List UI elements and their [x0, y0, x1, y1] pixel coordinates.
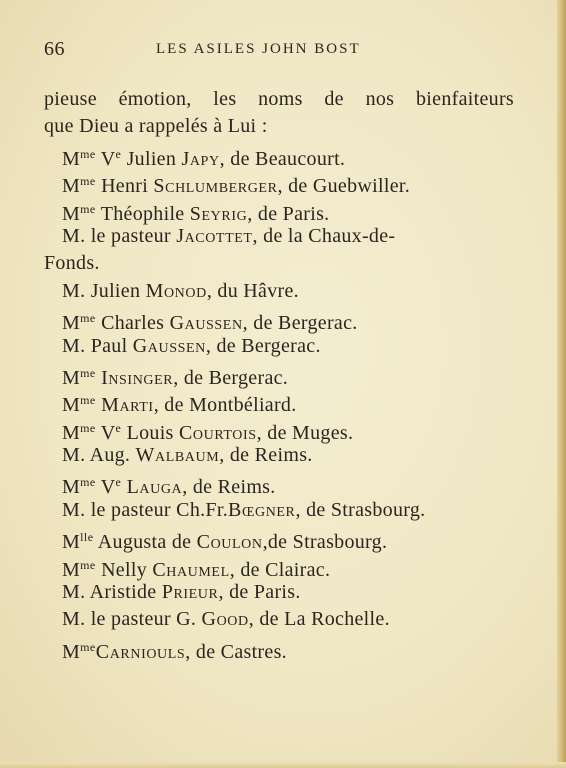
- entry-title: M: [62, 558, 81, 581]
- entry-widow-mark: V: [95, 476, 116, 499]
- entry-surname: Schlumberger: [153, 175, 278, 198]
- entry-title-sup: me: [80, 639, 96, 654]
- benefactor-entry: [44, 168, 514, 198]
- entry-place: , de Guebwiller.: [277, 175, 411, 198]
- entry-place: , de La Rochelle.: [248, 608, 390, 631]
- benefactor-entry: [44, 196, 514, 223]
- entry-place: , de Strasbourg.: [295, 498, 426, 521]
- entry-title: M: [62, 175, 81, 198]
- entry-title: M.: [62, 224, 86, 247]
- entry-given-name: Augusta de: [93, 531, 197, 554]
- entry-surname: Japy: [181, 147, 220, 170]
- entry-title-sup: lle: [80, 530, 94, 545]
- entry-given-name: Nelly: [95, 558, 153, 581]
- intro-line: que Dieu a rappelés à Lui :: [44, 115, 268, 138]
- entry-title-sup: me: [80, 393, 96, 408]
- entry-title: M.: [62, 334, 86, 357]
- entry-widow-sup: e: [115, 146, 122, 161]
- entry-place: , de Castres.: [185, 640, 287, 663]
- benefactor-entry: [44, 141, 514, 168]
- entry-surname: Walbaum: [135, 444, 220, 467]
- entry-title: M: [62, 394, 81, 417]
- entry-given-name: Aristide: [85, 581, 162, 604]
- entry-surname: Gaussen: [132, 334, 206, 357]
- entry-place: , de Paris.: [218, 581, 301, 604]
- entry-surname: Lauga: [126, 476, 183, 499]
- entry-widow-sup: e: [115, 475, 122, 490]
- entry-place: , de Reims.: [219, 444, 313, 467]
- entry-place: , du Hâvre.: [206, 279, 299, 302]
- entry-given-name: Paul: [85, 334, 133, 357]
- entry-surname: Jacottet: [176, 224, 253, 247]
- entry-title-sup: me: [80, 146, 96, 161]
- entry-title: M: [62, 366, 81, 389]
- entry-title: M: [62, 476, 81, 499]
- entry-widow-mark: V: [95, 147, 116, 170]
- page-edge: [557, 0, 566, 768]
- entry-surname: Insinger: [101, 366, 174, 389]
- entry-given-name: Charles: [95, 312, 170, 335]
- benefactor-entry: [44, 606, 514, 633]
- body-text: [44, 86, 514, 661]
- entry-title: M: [62, 147, 81, 170]
- entry-title: M.: [62, 279, 86, 302]
- entry-title: M: [62, 421, 81, 444]
- entry-continuation: Fonds.: [44, 252, 100, 275]
- entry-surname: Carniouls: [95, 640, 186, 663]
- entry-given-name: Louis: [121, 421, 179, 444]
- entry-title-sup: me: [80, 557, 96, 572]
- entry-widow-sup: e: [115, 420, 122, 435]
- entry-given-name: Théophile: [95, 202, 190, 225]
- benefactor-entry: [44, 387, 514, 417]
- benefactor-entry: [44, 497, 514, 524]
- entry-title: M.: [62, 608, 86, 631]
- benefactor-entry: [44, 442, 514, 469]
- entry-surname: Prieur: [161, 581, 219, 604]
- entry-place: , de Beaucourt.: [219, 147, 346, 170]
- benefactor-entry: [44, 223, 514, 250]
- entry-given-name: le pasteur G.: [85, 608, 202, 631]
- benefactor-entry: [44, 579, 514, 606]
- entry-surname: Gaussen: [169, 312, 243, 335]
- entry-given-name: Henri: [95, 175, 154, 198]
- entry-title-sup: me: [80, 201, 96, 216]
- entry-place: , de Clairac.: [229, 558, 331, 581]
- entry-title-sup: me: [80, 365, 96, 380]
- benefactor-entry: [44, 305, 514, 335]
- entry-given-name: Julien: [85, 279, 146, 302]
- entry-title: M.: [62, 444, 86, 467]
- entry-place: , de Paris.: [247, 202, 330, 225]
- benefactor-entry: [44, 278, 514, 305]
- benefactor-list: [44, 141, 514, 661]
- benefactor-entry: [44, 333, 514, 360]
- benefactor-entry: [44, 634, 514, 661]
- entry-title-sup: me: [80, 420, 96, 435]
- entry-title: M: [62, 640, 81, 663]
- page-number: 66: [44, 38, 65, 60]
- entry-surname: Seyrig: [189, 202, 248, 225]
- entry-surname: Chaumel: [152, 558, 230, 581]
- entry-place: , de la Chaux-de-: [252, 224, 396, 247]
- entry-given-name: Aug.: [85, 444, 136, 467]
- entry-given-name: le pasteur Ch.Fr.: [85, 498, 228, 521]
- benefactor-entry: [44, 415, 514, 442]
- entry-given-name: le pasteur: [85, 224, 177, 247]
- entry-place: , de Muges.: [256, 421, 354, 444]
- running-title: LES ASILES JOHN BOST: [156, 41, 361, 57]
- entry-title: M: [62, 312, 81, 335]
- intro-line: pieuse émotion, les noms de nos bienfaiteurs: [44, 88, 514, 110]
- entry-surname: Good: [201, 608, 249, 631]
- entry-title-sup: me: [80, 475, 96, 490]
- entry-surname: Marti: [101, 394, 154, 417]
- entry-title-sup: me: [80, 174, 96, 189]
- entry-title: M: [62, 202, 81, 225]
- benefactor-entry: [44, 524, 514, 554]
- entry-place: , de Bergerac.: [205, 334, 321, 357]
- entry-given-name: Julien: [121, 147, 182, 170]
- entry-widow-mark: V: [95, 421, 116, 444]
- benefactor-entry: [44, 469, 514, 499]
- benefactor-entry: [44, 360, 514, 387]
- benefactor-entry: [44, 552, 514, 579]
- entry-place: , de Reims.: [182, 476, 276, 499]
- page-bottom-edge: [0, 762, 566, 768]
- entry-place: , de Montbéliard.: [153, 394, 297, 417]
- entry-surname: Monod: [145, 279, 207, 302]
- entry-place: , de Bergerac.: [173, 366, 289, 389]
- entry-surname: Coulon: [196, 531, 263, 554]
- entry-place: , de Bergerac.: [242, 312, 358, 335]
- running-head: [44, 38, 514, 62]
- entry-title: M: [62, 531, 81, 554]
- entry-title: M.: [62, 581, 86, 604]
- entry-place: ,de Strasbourg.: [262, 531, 388, 554]
- entry-surname: Bœgner: [228, 498, 296, 521]
- entry-title: M.: [62, 498, 86, 521]
- entry-title-sup: me: [80, 311, 96, 326]
- entry-surname: Courtois: [178, 421, 257, 444]
